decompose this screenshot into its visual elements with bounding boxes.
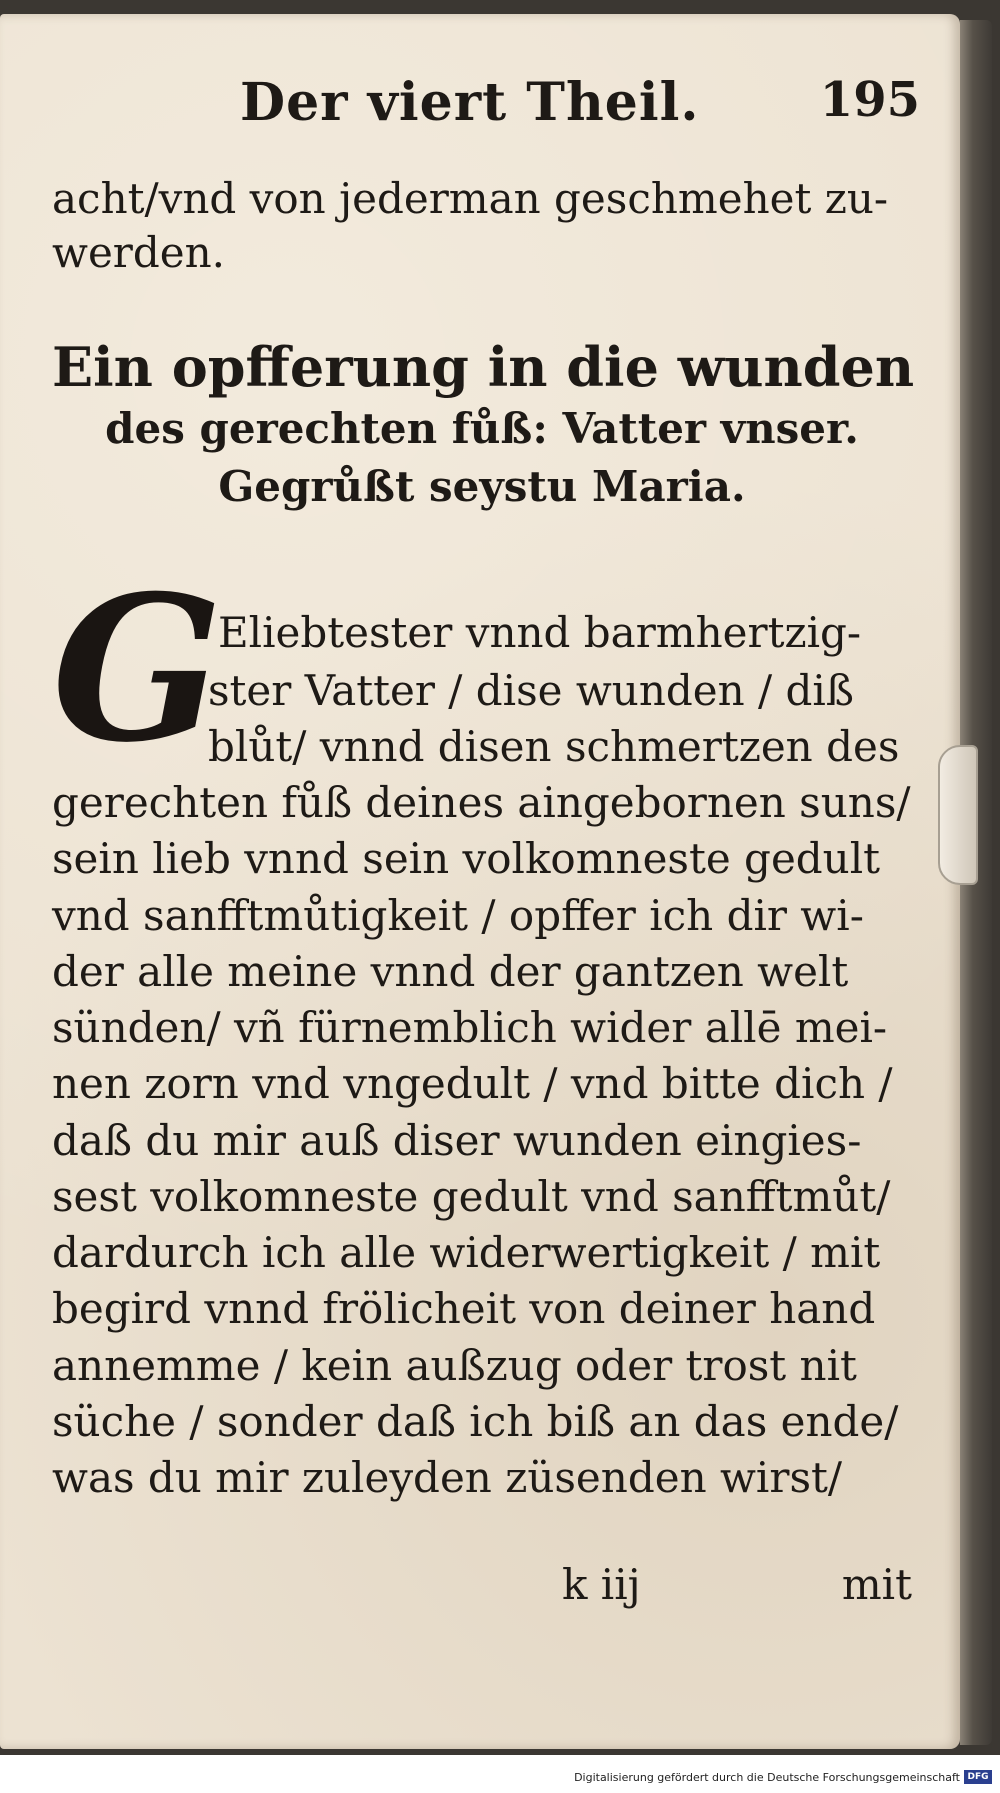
section-heading-line-3: Gegrůßt seystu Maria. xyxy=(218,462,746,511)
dfg-logo: DFG xyxy=(964,1770,992,1784)
body-line-5: sein lieb vnnd sein volkomneste gedult xyxy=(52,834,881,883)
drop-cap: G xyxy=(52,552,223,787)
body-line-6: vnd sanfftmůtigkeit / opffer ich dir wi- xyxy=(52,891,864,940)
body-line-10: daß du mir auß diser wunden eingies- xyxy=(52,1116,862,1165)
body-line-15: süche / sonder daß ich biß an das ende/ xyxy=(52,1397,899,1446)
body-line-16: was du mir zuleyden züsenden wirst/ xyxy=(52,1453,843,1502)
section-heading-line-1: Ein opfferung in die wunden xyxy=(52,335,915,399)
intro-line-2: werden. xyxy=(52,228,226,277)
catchword: mit xyxy=(841,1560,912,1609)
body-line-7: der alle meine vnnd der gantzen welt xyxy=(52,947,849,996)
book-clasp xyxy=(938,745,978,885)
body-line-3: blůt/ vnnd disen schmertzen des xyxy=(208,722,900,771)
body-line-9: nen zorn vnd vngedult / vnd bitte dich / xyxy=(52,1059,893,1108)
running-head: Der viert Theil. xyxy=(240,72,700,133)
section-heading-line-2: des gerechten fůß: Vatter vnser. xyxy=(105,404,859,453)
body-line-1: Eliebtester vnnd barmhertzig- xyxy=(218,608,862,657)
body-line-8: sünden/ vñ fürnemblich wider allē mei- xyxy=(52,1003,888,1052)
body-line-13: begird vnnd frölicheit von deiner hand xyxy=(52,1284,876,1333)
body-line-12: dardurch ich alle widerwertigkeit / mit xyxy=(52,1228,881,1277)
body-line-4: gerechten fůß deines aingebornen suns/ xyxy=(52,778,911,827)
body-line-2: ster Vatter / dise wunden / diß xyxy=(208,666,854,715)
page-number: 195 xyxy=(819,72,920,128)
signature-mark: k iij xyxy=(562,1560,641,1609)
page-footer-line xyxy=(52,1560,912,1610)
body-line-14: annemme / kein außzug oder trost nit xyxy=(52,1341,857,1390)
page-header xyxy=(240,72,920,152)
intro-line-1: acht/vnd von jederman geschmehet zu- xyxy=(52,174,889,223)
funding-credit: Digitalisierung gefördert durch die Deutsche Forschungsgemeinschaft xyxy=(574,1771,960,1784)
body-line-11: sest volkomneste gedult vnd sanfftmůt/ xyxy=(52,1172,891,1221)
